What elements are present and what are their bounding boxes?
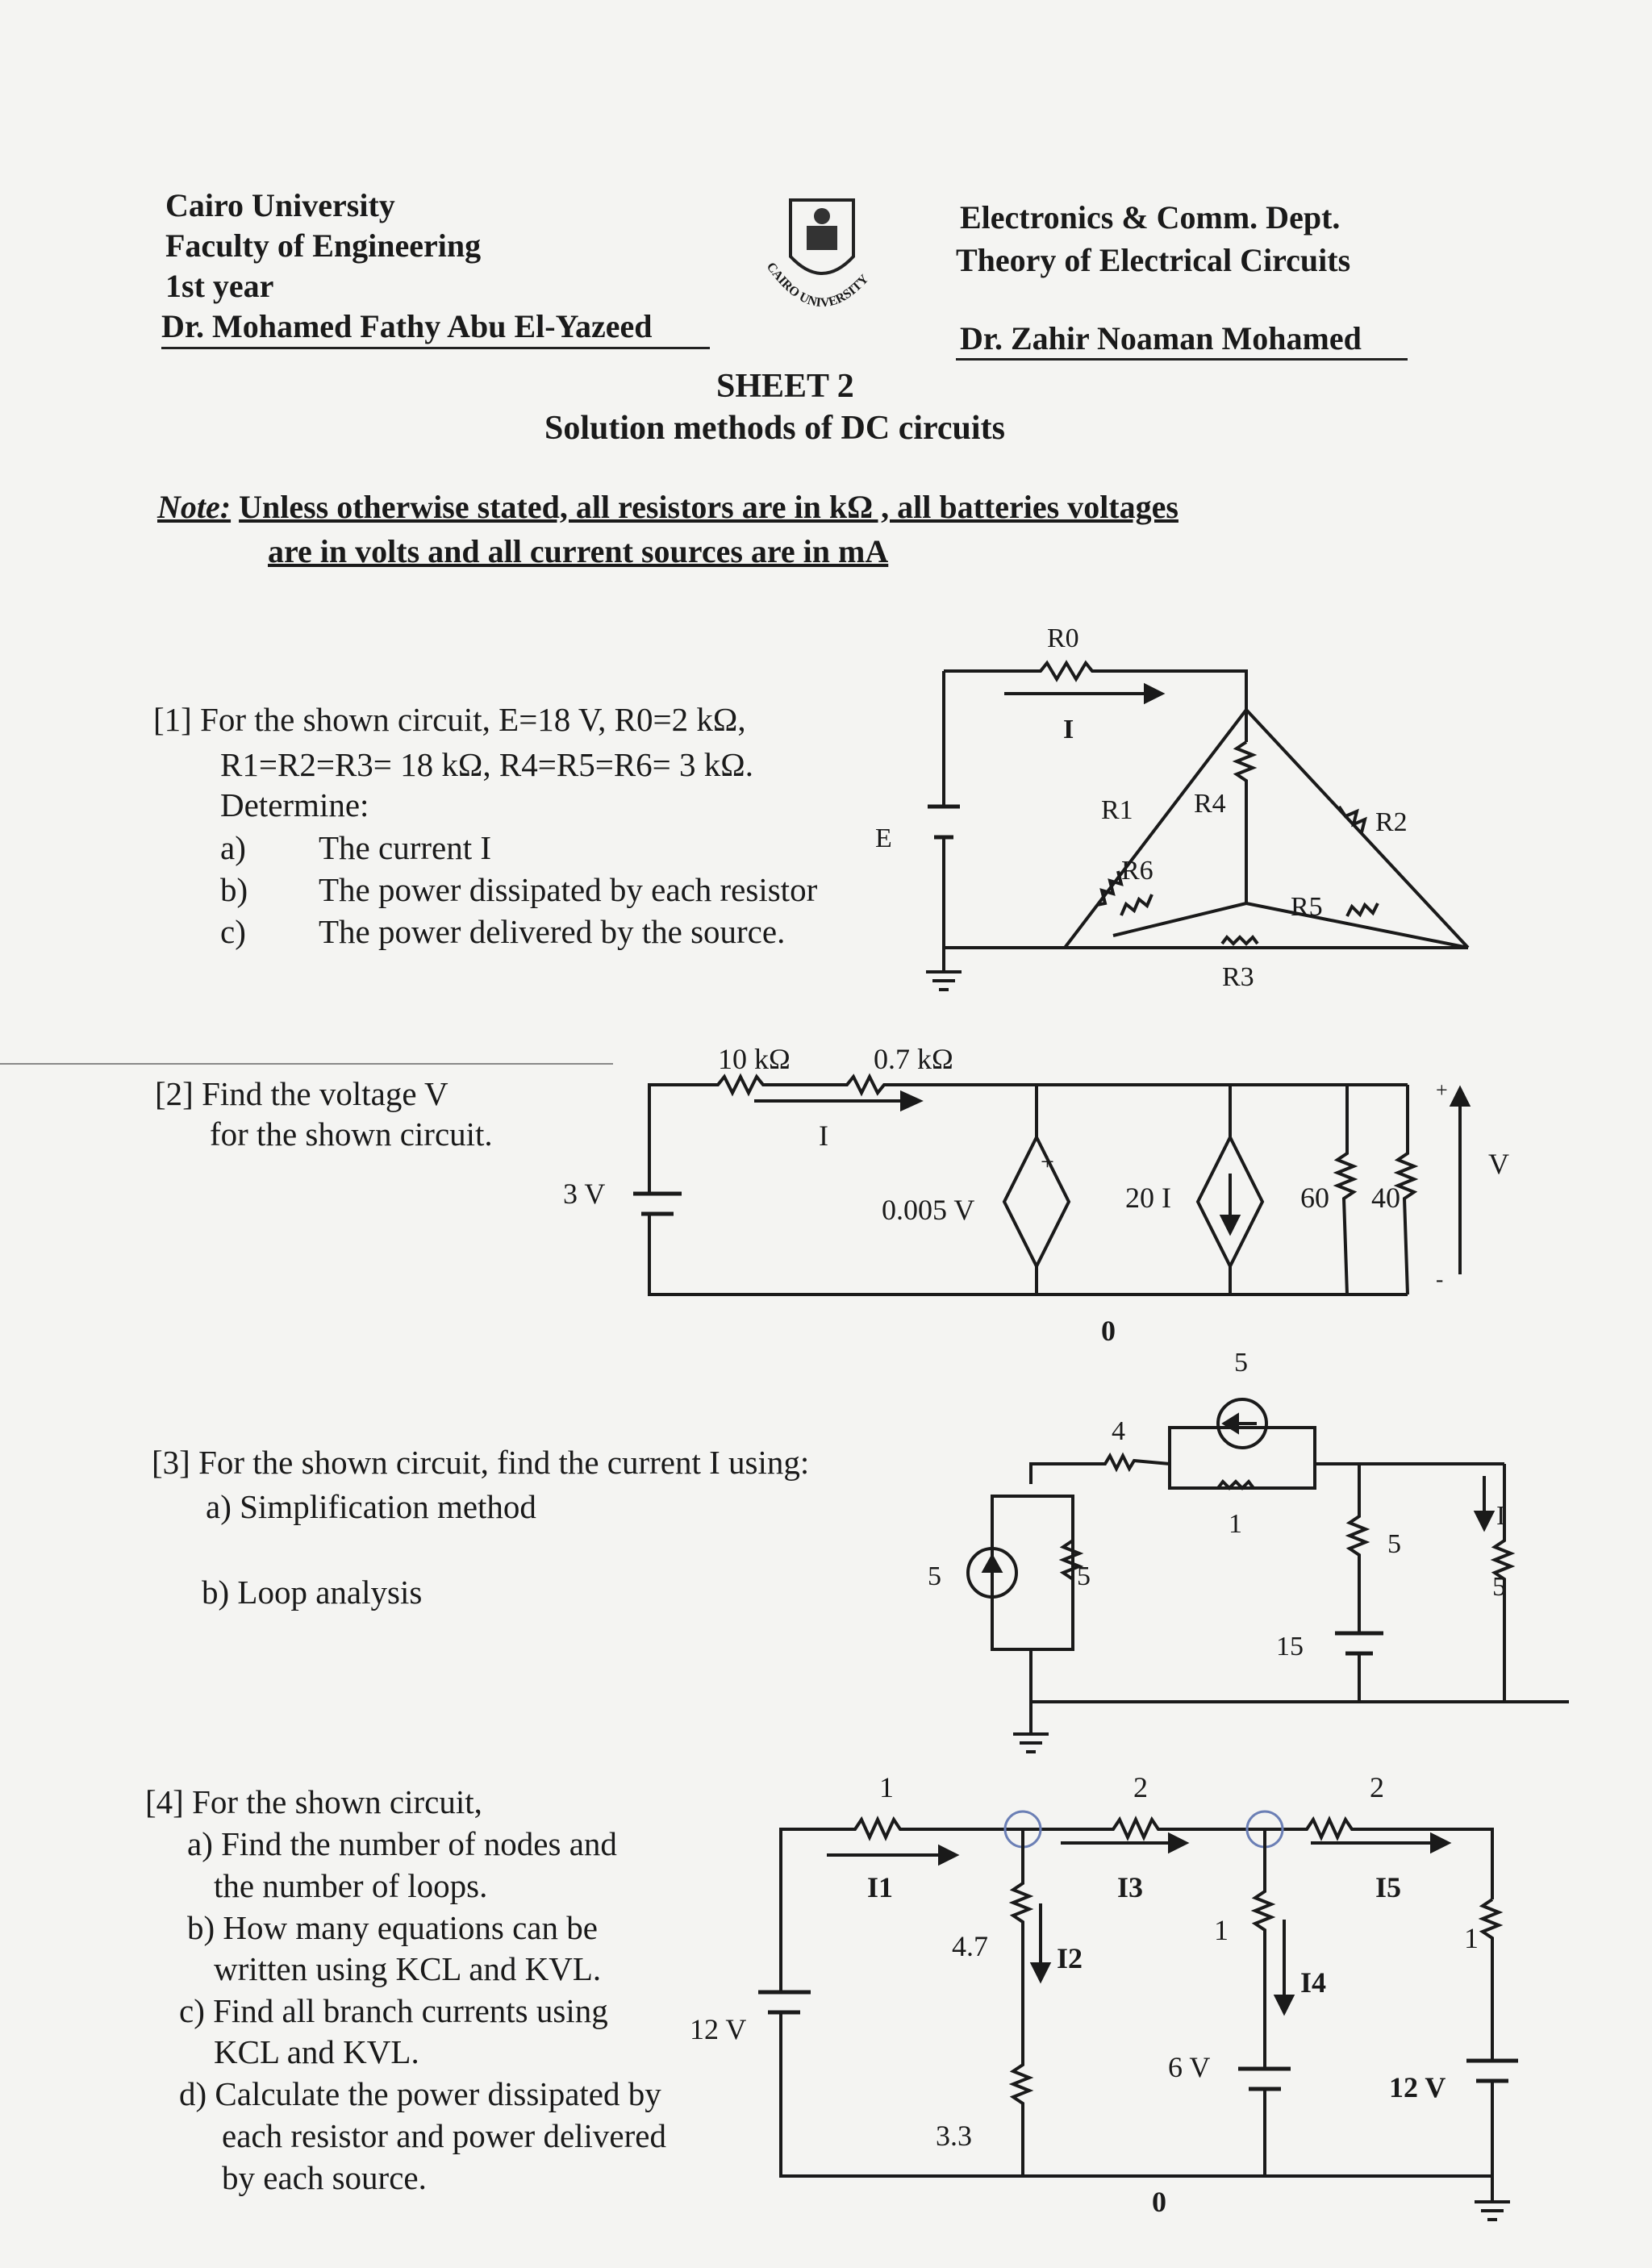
label-r-mid: 1	[1229, 1509, 1242, 1539]
label-3-3: 3.3	[936, 2120, 972, 2152]
problem-4-part-b-text: How many equations can be	[223, 1909, 598, 1946]
label-i: I	[1063, 715, 1074, 744]
problem-4-part-b	[187, 1907, 598, 1949]
circuit-3-labels	[928, 1348, 1506, 1661]
instructor-right: Dr. Zahir Noaman Mohamed	[960, 320, 1362, 356]
problem-4-part-a-text: Find the number of nodes and	[221, 1825, 617, 1862]
university-seal	[764, 200, 879, 310]
label-r3: 2	[1370, 1771, 1384, 1803]
label-r0: R0	[1047, 623, 1079, 653]
label-plus: +	[1041, 1149, 1054, 1175]
label-r1: 1	[879, 1771, 894, 1803]
problem-3-part-b-label: b)	[202, 1574, 230, 1611]
label-r6: R6	[1121, 856, 1153, 886]
seal-text: CAIRO UNIVERSITY	[763, 260, 872, 311]
problem-4-part-d-text3: by each source.	[222, 2159, 427, 2196]
problem-3-part-a-label: a)	[206, 1488, 232, 1525]
section-divider	[0, 1063, 613, 1065]
problem-4-part-a-text2: the number of loops.	[214, 1867, 488, 1904]
label-40: 40	[1371, 1182, 1400, 1214]
faculty-name: Faculty of Engineering	[165, 227, 482, 264]
label-v-minus: -	[1436, 1267, 1444, 1292]
problem-1-line3: Determine:	[220, 786, 369, 823]
problem-4-part-b-text2: written using KCL and KVL.	[214, 1950, 602, 1987]
problem-3-line1: For the shown circuit, find the current I using:	[198, 1444, 810, 1481]
label-v-left: 12 V	[690, 2013, 747, 2045]
sheet-subtitle: Solution methods of DC circuits	[544, 410, 1005, 447]
problem-4-part-c-label: c)	[179, 1992, 205, 2029]
label-src-left: 5	[928, 1561, 941, 1591]
note-line2: are in volts and all current sources are in mA	[268, 533, 889, 569]
label-60: 60	[1300, 1182, 1329, 1214]
label-src-top: 5	[1234, 1348, 1248, 1378]
label-r-mid: 1	[1214, 1914, 1229, 1946]
label-r5: R5	[1291, 892, 1323, 922]
problem-4-line1: For the shown circuit,	[192, 1783, 482, 1820]
problem-4-part-d-label: d)	[179, 2075, 207, 2112]
problem-4-part-c	[179, 1990, 608, 2032]
label-v: V	[1488, 1148, 1509, 1180]
label-r-top: 4	[1112, 1416, 1125, 1446]
department-name: Electronics & Comm. Dept.	[960, 199, 1341, 236]
course-name: Theory of Electrical Circuits	[956, 242, 1351, 278]
problem-3-part-b	[202, 1571, 422, 1614]
label-batt-15: 15	[1276, 1632, 1304, 1661]
label-ground-0: 0	[1152, 2186, 1166, 2218]
university-name: Cairo University	[165, 187, 395, 223]
label-i: I	[1496, 1501, 1506, 1531]
problem-4-part-c-text: Find all branch currents using	[213, 1992, 608, 2029]
problem-2-intro	[155, 1073, 448, 1115]
problem-2-line2: for the shown circuit.	[210, 1115, 493, 1153]
label-0-7k: 0.7 kΩ	[874, 1043, 953, 1075]
note-label: Note:	[157, 489, 232, 525]
label-i1: I1	[867, 1871, 894, 1903]
label-r4: R4	[1194, 789, 1226, 819]
label-v-right: 12 V	[1389, 2071, 1446, 2103]
label-r-left: 5	[1077, 1561, 1091, 1591]
problem-3-intro	[152, 1441, 809, 1484]
label-r-right: 5	[1387, 1529, 1401, 1559]
circuit-3	[968, 1399, 1569, 1752]
label-i4: I4	[1300, 1966, 1327, 1999]
instructor-left: Dr. Mohamed Fathy Abu El-Yazeed	[161, 308, 653, 344]
problem-1-part-c: The power delivered by the source.	[319, 913, 786, 950]
circuit-2	[633, 1077, 1468, 1295]
label-dep-i: 20 I	[1125, 1182, 1171, 1214]
label-r2: 2	[1133, 1771, 1148, 1803]
problem-1-part-b-label: b)	[220, 871, 248, 908]
label-4-7: 4.7	[952, 1930, 988, 1962]
problem-1-intro	[153, 698, 746, 741]
label-10k: 10 kΩ	[718, 1043, 791, 1075]
label-r3: R3	[1222, 962, 1254, 992]
problem-4-part-c-text2: KCL and KVL.	[214, 2033, 419, 2070]
problem-3-number: [3]	[152, 1444, 190, 1481]
problem-1-part-a: The current I	[319, 829, 491, 866]
sheet-title: SHEET 2	[716, 368, 854, 405]
year-label: 1st year	[165, 268, 274, 304]
problem-4-part-d-text2: each resistor and power delivered	[222, 2117, 666, 2154]
problem-1-part-b: The power dissipated by each resistor	[319, 871, 818, 908]
label-i2: I2	[1057, 1942, 1083, 1974]
problem-3-part-a-text: Simplification method	[240, 1488, 536, 1525]
label-r-far: 5	[1492, 1572, 1506, 1602]
problem-1-line2: R1=R2=R3= 18 kΩ, R4=R5=R6= 3 kΩ.	[220, 746, 754, 783]
problem-1-number: [1]	[153, 701, 192, 738]
problem-1-part-c-label: c)	[220, 913, 246, 950]
problem-4-part-a-label: a)	[187, 1825, 213, 1862]
problem-2-line1: Find the voltage V	[202, 1075, 448, 1112]
problem-2-number: [2]	[155, 1075, 194, 1112]
label-v-plus: +	[1436, 1078, 1448, 1102]
problem-4-number: [4]	[145, 1783, 184, 1820]
problem-4-part-d-text: Calculate the power dissipated by	[215, 2075, 661, 2112]
label-3v: 3 V	[563, 1178, 606, 1210]
label-r2: R2	[1375, 807, 1408, 837]
label-i: I	[819, 1119, 828, 1152]
problem-3-part-b-text: Loop analysis	[237, 1574, 423, 1611]
label-i3: I3	[1117, 1871, 1144, 1903]
label-r1: R1	[1101, 795, 1133, 825]
problem-4-part-d	[179, 2073, 661, 2116]
circuit-4-labels	[690, 1771, 1479, 2218]
label-dep-v: 0.005 V	[882, 1194, 975, 1226]
problem-1-line1: For the shown circuit, E=18 V, R0=2 kΩ,	[200, 701, 746, 738]
label-i5: I5	[1375, 1871, 1402, 1903]
problem-1-part-a-label: a)	[220, 829, 246, 866]
problem-4-part-b-label: b)	[187, 1909, 215, 1946]
problem-4-intro	[145, 1781, 482, 1824]
note-line1: Unless otherwise stated, all resistors are in kΩ , all batteries voltages	[239, 489, 1179, 525]
note-block	[157, 488, 1179, 526]
label-e: E	[875, 823, 892, 853]
label-r-right: 1	[1464, 1922, 1479, 1954]
label-ground-0: 0	[1101, 1315, 1116, 1347]
problem-3-part-a	[206, 1486, 536, 1528]
problem-4-part-a	[187, 1823, 617, 1866]
label-v-mid: 6 V	[1168, 2051, 1211, 2083]
